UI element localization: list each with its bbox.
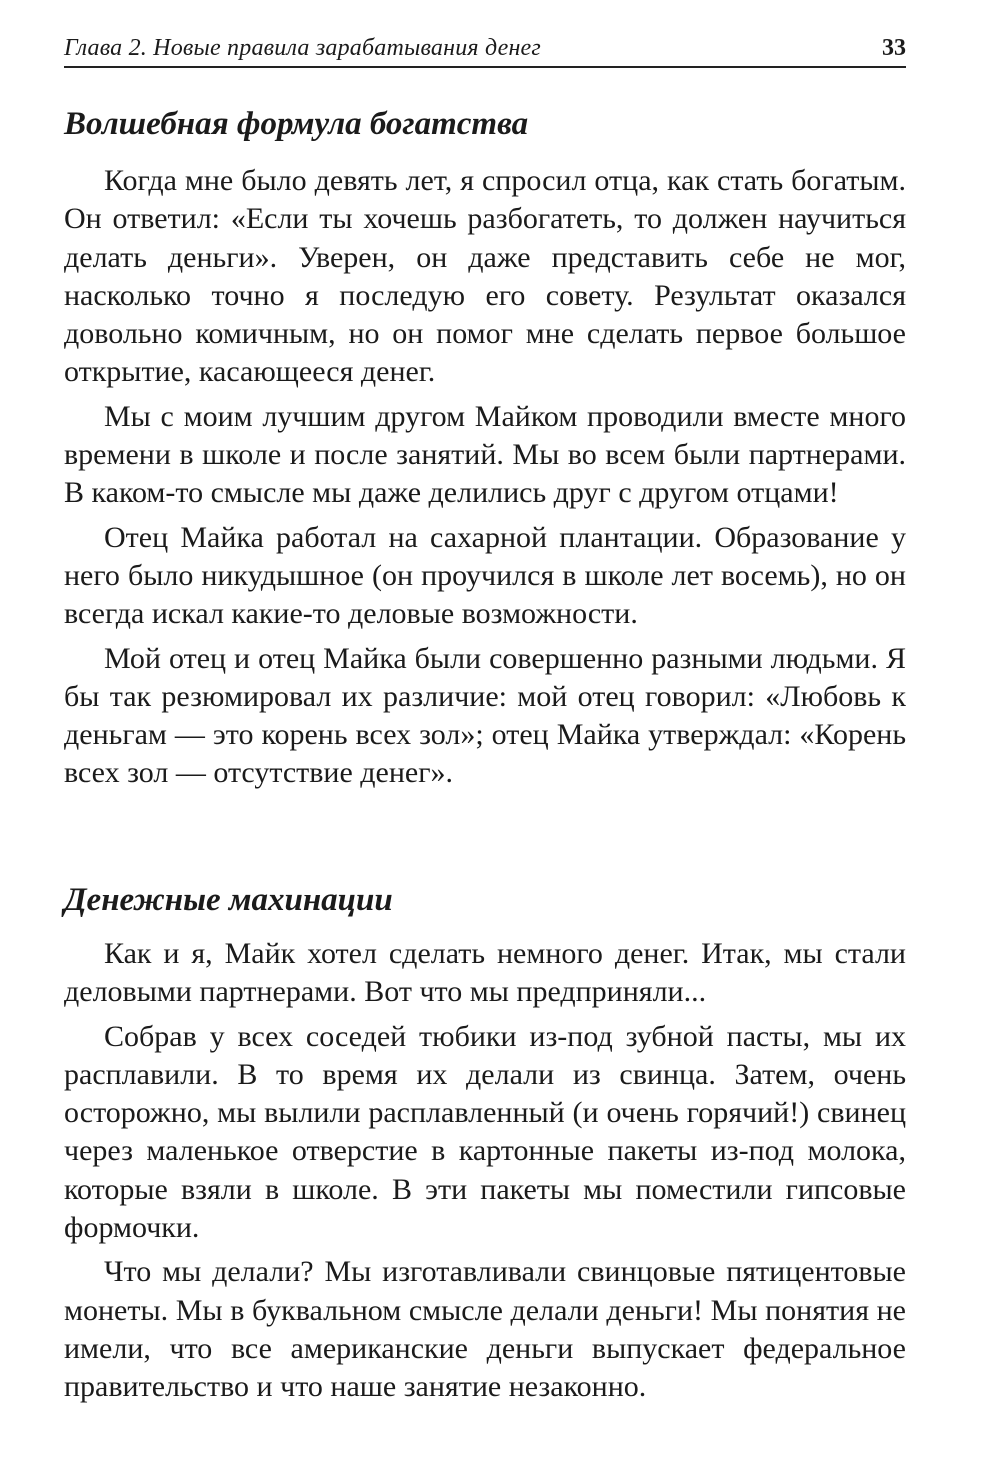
book-page — [64, 0, 906, 1471]
paragraph: Как и я, Майк хотел сделать немного денег. Итак, мы стали деловыми партнерами. Вот что мы предприняли... — [64, 937, 906, 1009]
running-title: Глава 2. Новые правила зарабатывания денег — [64, 35, 541, 61]
running-header — [64, 32, 906, 68]
paragraph: Собрав у всех соседей тюбики из-под зубной пасты, мы их расплавили. В то время их делали из свинца. Затем, очень осторожно, мы вылили расплавленный (и очень горячий!) свинец через маленькое отверстие в картонные пакеты из-под молока, которые взяли в школе. В эти пакеты мы поместили гипсовые формочки. — [64, 1019, 906, 1245]
paragraph: Когда мне было девять лет, я спросил отца, как стать богатым. Он ответил: «Если ты хочешь разбогатеть, то должен научиться делать деньги». Уверен, он даже представить себе не мог, насколько точно я последую его совету. Результат оказался довольно комичным, но он помог мне сделать первое большое открытие, касающееся денег. — [64, 164, 906, 389]
paragraph: Мы с моим лучшим другом Майком проводили вместе много времени в школе и после занятий. Мы во всем были партнерами. В каком-то смысле мы даже делились друг с другом отцами! — [64, 399, 906, 510]
paragraph: Отец Майка работал на сахарной плантации. Образование у него было никудышное (он проучился в школе лет восемь), но он всегда искал какие-то деловые возможности. — [64, 520, 906, 631]
paragraph: Что мы делали? Мы изготавливали свинцовые пятицентовые монеты. Мы в буквальном смысле делали деньги! Мы понятия не имели, что все американские деньги выпускает федеральное правительство и что наше занятие незаконно. — [64, 1255, 906, 1404]
paragraph: Мой отец и отец Майка были совершенно разными людьми. Я бы так резюмировал их различие: мой отец говорил: «Любовь к деньгам — это корень всех зол»; отец Майка утверждал: «Корень всех зол — отсутствие денег». — [64, 641, 906, 790]
section-body — [64, 162, 906, 799]
section-heading: Денежные махинации — [64, 882, 393, 918]
section-body — [64, 935, 906, 1413]
page-number: 33 — [882, 35, 906, 61]
section-heading: Волшебная формула богатства — [64, 106, 529, 142]
